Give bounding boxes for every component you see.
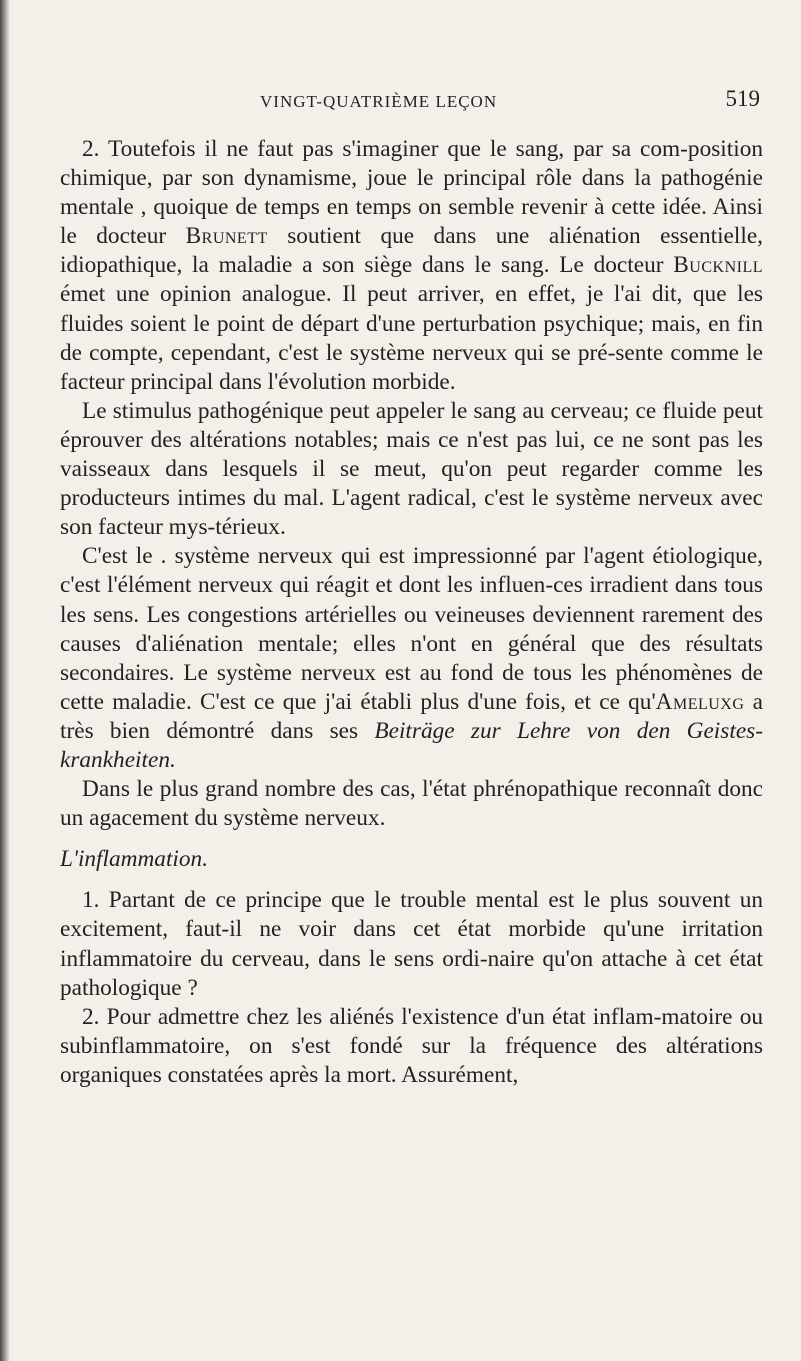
paragraph-3-part-a: C'est le . système nerveux qui est impressionné par l'agent étiologique, c'est l'élément nerveux qui réagit et dont les influen-ces irradient dans tous les sens. Les congestions artérielles ou veineuses deviennent rarement des causes d'aliénation mentale; elles n'ont en général que des résultats secondaires. Le système nerveux est au fond de tous les phénomènes de cette maladie. C'est ce que j'ai établi plus d'une fois, et ce qu' (60, 543, 763, 715)
paragraph-1-part-b: soutient que dans une aliénation essentielle, idiopathique, la maladie a son siège dans le sang. Le docteur (60, 223, 763, 279)
paragraph-1-part-a: 2. Toutefois il ne faut pas s'imaginer que le sang, par sa com-position chimique, par son dynamisme, joue le principal rôle dans la pathogénie mentale , quoique de temps en temps on semble revenir à cette idée. Ainsi le docteur (60, 136, 763, 250)
book-title: Beiträge zur Lehre von den Geistes-krankheiten. (60, 717, 763, 773)
paragraph-4: Dans le plus grand nombre des cas, l'état phrénopathique reconnaît donc un agacement du système nerveux. (60, 776, 763, 832)
paragraph-1-part-c: émet une opinion analogue. Il peut arriver, en effet, je l'ai dit, que les fluides soient le point de départ d'une perturbation psychique; mais, en fin de compte, cependant, c'est le système nerveux qui se pré-sente comme le facteur principal dans l'évolution morbide. (60, 281, 763, 395)
running-head: VINGT-QUATRIÈME LEÇON (260, 92, 498, 111)
paragraph-3 (60, 542, 763, 775)
author-name-bucknill: Bucknill (673, 252, 763, 279)
page-header (60, 86, 760, 116)
paragraph-6: 2. Pour admettre chez les aliénés l'existence d'un état inflam-matoire ou subinflammatoire, on s'est fondé sur la fréquence des altérations organiques constatées après la mort. Assurément, (60, 1003, 763, 1088)
author-name-ameluxg: Ameluxg (655, 688, 745, 715)
section-subheading: L'inflammation. (60, 846, 209, 873)
paragraph-3-part-b: a très bien démontré dans ses (60, 688, 764, 744)
paragraph-1 (60, 135, 763, 397)
paragraph-2: Le stimulus pathogénique peut appeler le sang au cerveau; ce fluide peut éprouver des altérations notables; mais ce n'est pas lui, ce ne sont pas les vaisseaux dans lesquels il se meut, qu'on peut regarder comme les producteurs intimes du mal. L'agent radical, c'est le système nerveux avec son facteur mys-térieux. (60, 397, 763, 541)
body-text (60, 135, 763, 1090)
paragraph-5: 1. Partant de ce principe que le trouble mental est le plus souvent un excitement, faut-il ne voir dans cet état morbide qu'une irritation inflammatoire du cerveau, dans le sens ordi-naire qu'on attache à cet état pathologique ? (60, 887, 763, 1001)
author-name-brunett: Brunett (185, 223, 268, 250)
page-number: 519 (725, 86, 760, 111)
